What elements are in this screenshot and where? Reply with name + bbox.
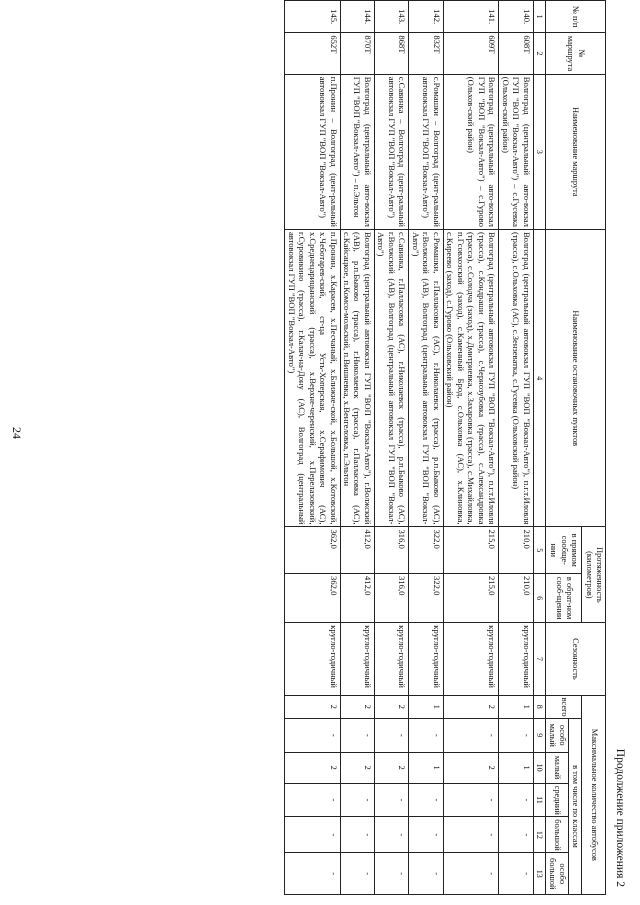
stops-list: Волгоград (центральный автовокзал ГУП "ВОП "Вокзал-Авто"), п.г.т.Иловля (трасса), с.Ольховка (АС), с.Зензеватка, с.Гусевка (Ольховский район) <box>499 229 533 527</box>
bus-class-medium: - <box>374 783 408 817</box>
bus-class-large: - <box>340 817 374 853</box>
length-forward: 316,0 <box>374 527 408 574</box>
bus-class-large: - <box>374 817 408 853</box>
bus-class-small: 2 <box>443 752 498 783</box>
bus-class-large: - <box>285 817 340 853</box>
bus-class-very-small: - <box>374 718 408 752</box>
stops-list: с.Савинка, г.Палласовка (АС), г.Николаевск (трасса), р.п.Быково (АС), г.Волжский (АВ), Волгоград (центральный автовокзал ГУП "ВОП "Вокзал-Авто") <box>374 229 408 527</box>
column-number-row <box>533 1 545 895</box>
bus-class-very-large: - <box>443 853 498 895</box>
season: кругло-годичный <box>409 623 443 695</box>
route-name: с.Ромашки – Волгоград (цент-ральный автовокзал ГУП "ВОП "Вокзал-Авто") <box>409 74 443 229</box>
column-number: 9 <box>533 718 545 752</box>
bus-class-medium: - <box>285 783 340 817</box>
column-number: 5 <box>533 527 545 574</box>
table-row <box>443 1 498 895</box>
route-name: Волгоград (центральный авто-вокзал ГУП "ВОП "Вокзал-Авто") – с.Гурово (Ольхов-ский район) <box>443 74 498 229</box>
bus-class-very-large: - <box>409 853 443 895</box>
bus-class-very-small: - <box>443 718 498 752</box>
header-class-small: малый <box>545 752 569 783</box>
bus-class-very-large: - <box>499 853 533 895</box>
column-number: 4 <box>533 229 545 527</box>
bus-total: 1 <box>499 695 533 718</box>
bus-class-small: 2 <box>374 752 408 783</box>
header-length: Протяженность (километров) <box>582 527 606 623</box>
bus-class-large: - <box>443 817 498 853</box>
column-number: 10 <box>533 752 545 783</box>
stops-list: Волгоград (центральный автовокзал ГУП "ВОП "Вокзал-Авто"), п.г.т.Иловля (трасса), с.Кондраши (трасса), с.Чернозубовка (трасса), с.Александровка (трасса), с.Солодча (заход), х.Дмитриевка, х.Захаровка (трасса), с.Михайловка, п.Гсовхозский (заход), с.Каменный Брод, с.Ольховка (АС), х.Клиновка, с.Киреево (заход), с.Гурово (Ольховский район) <box>443 229 498 527</box>
bus-class-medium: - <box>499 783 533 817</box>
bus-class-very-large: - <box>374 853 408 895</box>
header-max-buses: Максимальное количество автобусов <box>582 695 606 894</box>
column-number: 13 <box>533 853 545 895</box>
table-row <box>409 1 443 895</box>
row-number: 141. <box>443 1 498 33</box>
bus-class-large: - <box>499 817 533 853</box>
length-forward: 322,0 <box>409 527 443 574</box>
bus-class-small: 2 <box>285 752 340 783</box>
header-class-medium: средний <box>545 783 569 817</box>
length-forward: 362,0 <box>285 527 340 574</box>
bus-class-small: 1 <box>409 752 443 783</box>
bus-class-very-small: - <box>340 718 374 752</box>
column-number: 12 <box>533 817 545 853</box>
header-route-number: № маршрута <box>545 33 605 74</box>
bus-class-very-large: - <box>285 853 340 895</box>
stops-list: Волгоград (центральный автовокзал ГУП "ВОП "Вокзал-Авто"), г.Волжский (АВ), р.п.Быково (трасса), г.Николаевск (трасса), г.Палласовка (АС), с.Кайсацкое, п.Комсо-мольский, п.Вишневка, х.Венгеловка, п.Эльтон <box>340 229 374 527</box>
season: кругло-годичный <box>443 623 498 695</box>
header-stops: Наименование остановочных пунктов <box>545 229 605 527</box>
table-row <box>499 1 533 895</box>
header-length-back: в обрат-ном сооб-щении <box>545 574 582 623</box>
route-number: 868Т <box>374 33 408 74</box>
bus-class-medium: - <box>340 783 374 817</box>
row-number: 144. <box>340 1 374 33</box>
route-name: Волгоград (центральный авто-вокзал ГУП "ВОП "Вокзал-Авто") – с.Гусевка (Ольхов-ский район) <box>499 74 533 229</box>
row-number: 145. <box>285 1 340 33</box>
header-npp: № п/п <box>545 1 605 33</box>
length-back: 215,0 <box>443 574 498 623</box>
bus-class-very-small: - <box>499 718 533 752</box>
table-row <box>340 1 374 895</box>
route-number: 870Т <box>340 33 374 74</box>
bus-class-medium: - <box>409 783 443 817</box>
bus-class-medium: - <box>443 783 498 817</box>
season: кругло-годичный <box>499 623 533 695</box>
length-back: 412,0 <box>340 574 374 623</box>
route-number: 608Т <box>499 33 533 74</box>
page-number: 24 <box>10 427 24 439</box>
route-number: 652Т <box>285 33 340 74</box>
header-class-large: большой <box>545 817 569 853</box>
bus-class-very-large: - <box>340 853 374 895</box>
bus-total: 2 <box>443 695 498 718</box>
column-number: 7 <box>533 623 545 695</box>
column-number: 2 <box>533 33 545 74</box>
row-number: 140. <box>499 1 533 33</box>
table-row <box>285 1 340 895</box>
header-class-very-small: особо малый <box>545 718 569 752</box>
route-number: 832Т <box>409 33 443 74</box>
bus-total: 2 <box>374 695 408 718</box>
length-back: 316,0 <box>374 574 408 623</box>
appendix-label: Продолжение приложения 2 <box>614 748 626 887</box>
season: кругло-годичный <box>374 623 408 695</box>
header-route-name: Наименование маршрута <box>545 74 605 229</box>
row-number: 143. <box>374 1 408 33</box>
column-number: 8 <box>533 695 545 718</box>
bus-class-small: 2 <box>340 752 374 783</box>
bus-total: 2 <box>285 695 340 718</box>
bus-total: 2 <box>340 695 374 718</box>
table-row <box>374 1 408 895</box>
header-season: Сезонность <box>545 623 605 695</box>
route-name: п.Пронин – Волгоград (цент-ральный автовокзал ГУП "ВОП "Вокзал-Авто") <box>285 74 340 229</box>
route-name: с.Савинка – Волгоград (цент-ральный автовокзал ГУП "ВОП "Вокзал-Авто") <box>374 74 408 229</box>
header-class-very-large: особо большой <box>545 853 569 895</box>
bus-class-very-small: - <box>409 718 443 752</box>
length-forward: 215,0 <box>443 527 498 574</box>
stops-list: п.Пронин, х.Карасев, х.Песчаный, х.Ближне-ской, х.Большой, х.Котовский, х.Чеботарев-ский, ст-ца Усть-Хоперская, х.Серафимович (АС), х.Среднецарицынский (трасса), х.Верхне-черенский, х.Перелазовский, г.Суровикино (трасса), г.Калач-на-Дону (АС), Волгоград (центральный автовокзал ГУП "ВОП "Вокзал-Авто") <box>285 229 340 527</box>
length-forward: 412,0 <box>340 527 374 574</box>
bus-class-large: - <box>409 817 443 853</box>
routes-table-body <box>285 1 546 895</box>
column-number: 1 <box>533 1 545 33</box>
header-by-class: в том числе по классам <box>569 718 582 894</box>
header-length-forward: в прямом сообще-нии <box>545 527 582 574</box>
bus-total: 1 <box>409 695 443 718</box>
season: кругло-годичный <box>340 623 374 695</box>
header-total: всего <box>545 695 582 718</box>
column-number: 3 <box>533 74 545 229</box>
length-forward: 210,0 <box>499 527 533 574</box>
length-back: 322,0 <box>409 574 443 623</box>
route-name: Волгоград (центральный авто-вокзал ГУП "ВОП "Вокзал-Авто") – п.Эльтон <box>340 74 374 229</box>
length-back: 362,0 <box>285 574 340 623</box>
column-number: 11 <box>533 783 545 817</box>
bus-class-small: 1 <box>499 752 533 783</box>
length-back: 210,0 <box>499 574 533 623</box>
route-number: 609Т <box>443 33 498 74</box>
routes-table <box>284 0 606 895</box>
bus-class-very-small: - <box>285 718 340 752</box>
stops-list: с.Ромашки, г.Палласовка (АС), г.Николаевск (трасса), р.п.Быково (АС), г.Волжский (АВ), Волгоград (центральный автовокзал ГУП "ВОП "Вокзал-Авто") <box>409 229 443 527</box>
column-number: 6 <box>533 574 545 623</box>
season: кругло-годичный <box>285 623 340 695</box>
row-number: 142. <box>409 1 443 33</box>
